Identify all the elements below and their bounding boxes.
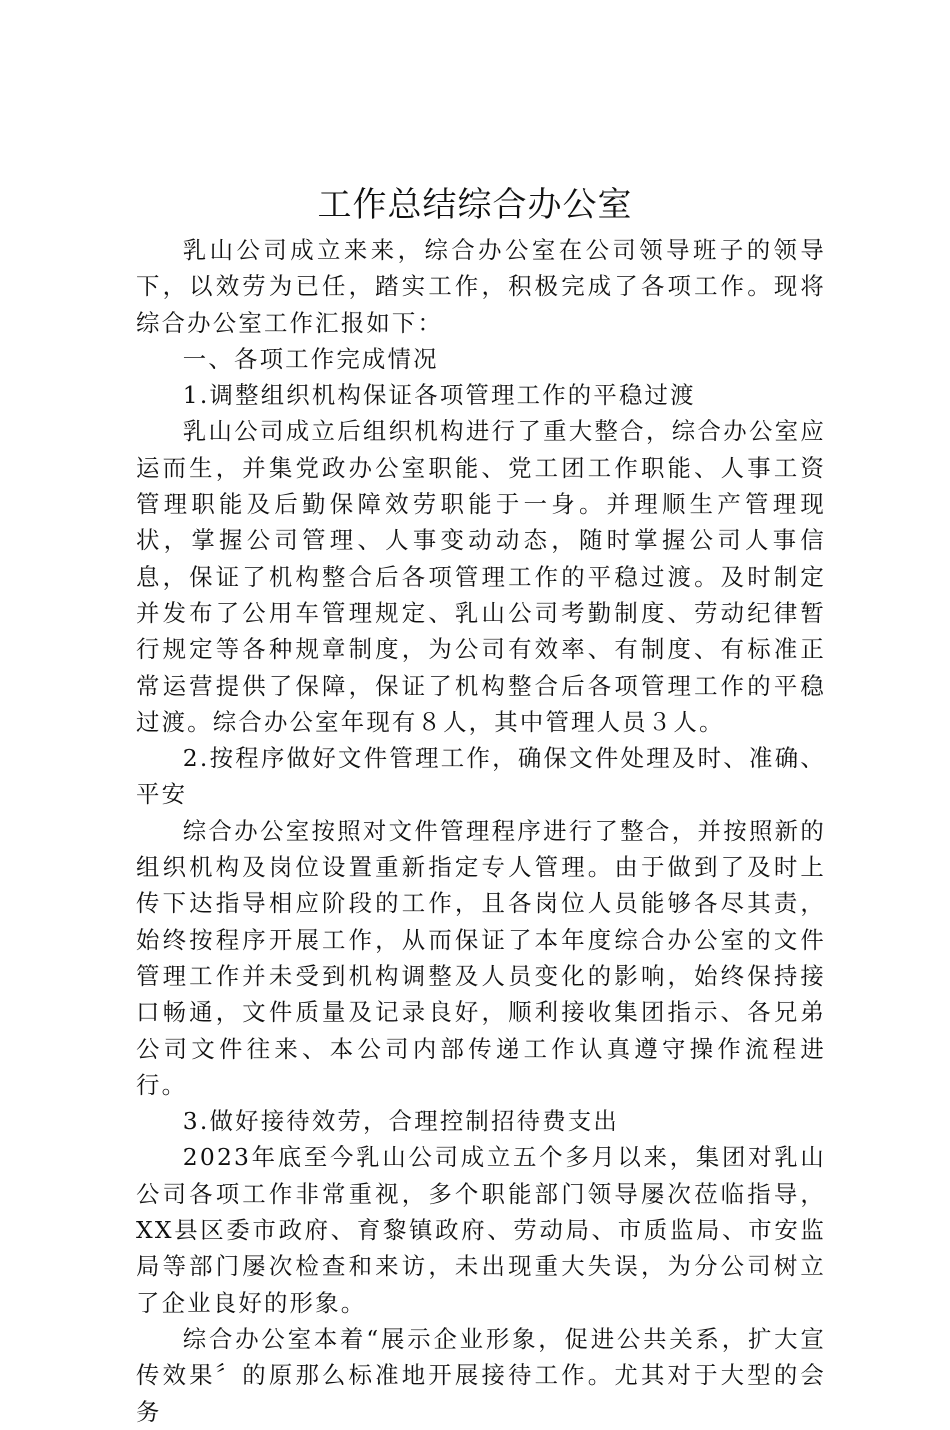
- paragraph-1: 乳山公司成立后组织机构进行了重大整合，综合办公室应运而生，并集党政办公室职能、党工团工作职能、人事工资管理职能及后勤保障效劳职能于一身。并理顺生产管理现状，掌握公司管理、人事变动动态，随时掌握公司人事信息，保证了机构整合后各项管理工作的平稳过渡。及时制定并发布了公用车管理规定、乳山公司考勤制度、劳动纪律暂行规定等各种规章制度，为公司有效率、有制度、有标准正常运营提供了保障，保证了机构整合后各项管理工作的平稳过渡。综合办公室年现有８人，其中管理人员３人。: [136, 417, 826, 736]
- section-heading: 一、各项工作完成情况: [182, 344, 439, 373]
- paragraph-3: 2023年底至今乳山公司成立五个多月以来，集团对乳山公司各项工作非常重视，多个职能部门领导屡次莅临指导，XX县区委市政府、育黎镇政府、劳动局、市质监局、市安监局等部门屡次检查和来访，未出现重大失误，为分公司树立了企业良好的形象。: [136, 1143, 826, 1317]
- document-title: 工作总结综合办公室: [317, 185, 633, 225]
- paragraph-intro: 乳山公司成立来来，综合办公室在公司领导班子的领导下，以效劳为已任，踏实工作，积极完成了各项工作。现将综合办公室工作汇报如下：: [136, 236, 826, 337]
- paragraph-2: 综合办公室按照对文件管理程序进行了整合，并按照新的组织机构及岗位设置重新指定专人管理。由于做到了及时上传下达指导相应阶段的工作，且各岗位人员能够各尽其责，始终按程序开展工作，从而保证了本年度综合办公室的文件管理工作并未受到机构调整及人员变化的影响，始终保持接口畅通，文件质量及记录良好，顺利接收集团指示、各兄弟公司文件往来、本公司内部传递工作认真遵守操作流程进行。: [136, 816, 826, 1099]
- paragraph-4: 综合办公室本着“展示企业形象，促进公共关系，扩大宣传效果〞的原那么标准地开展接待工作。尤其对于大型的会务: [136, 1324, 826, 1426]
- subheading-3: 3.做好接待效劳，合理控制招待费支出: [182, 1107, 619, 1136]
- subheading-2: 2.按程序做好文件管理工作，确保文件处理及时、准确、平安: [136, 744, 826, 809]
- subheading-1: 1.调整组织机构保证各项管理工作的平稳过渡: [182, 381, 696, 410]
- document-body: [136, 232, 826, 1430]
